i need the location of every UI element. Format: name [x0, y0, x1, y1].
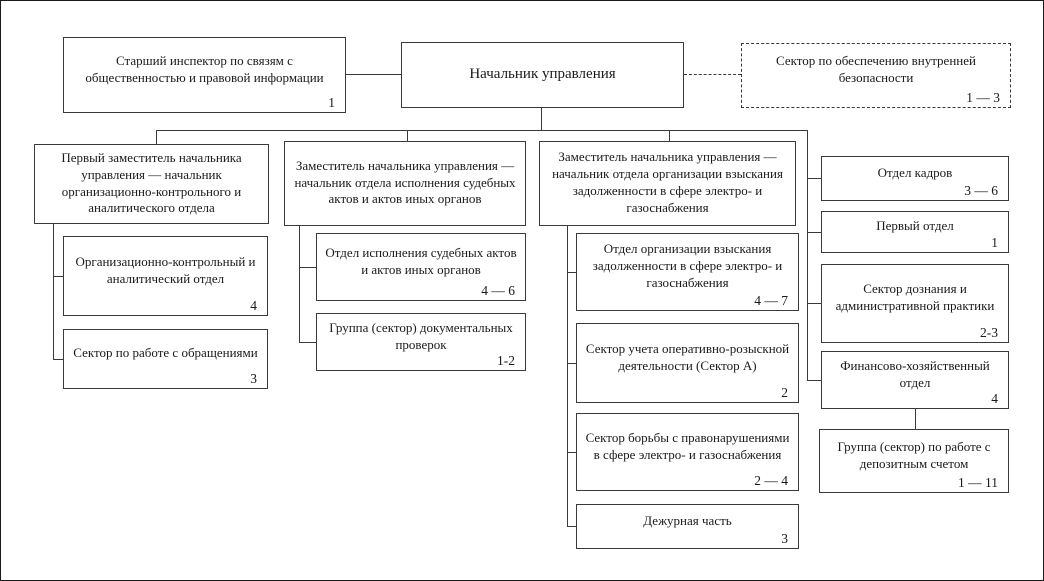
node-duty-unit: [576, 504, 799, 549]
node-label: Сектор по обеспечению внутренней безопасности: [776, 53, 976, 85]
node-deposit-group: [819, 429, 1009, 493]
node-hr-dept: [821, 156, 1009, 201]
node-label: Сектор учета оперативно-розыскной деятельности (Сектор А): [585, 340, 790, 373]
node-label: Организационно-контрольный и аналитический отдел: [75, 253, 256, 286]
node-deputy-debt-collection: [539, 141, 796, 226]
node-internal-security-sector: [741, 43, 1011, 108]
node-label: Первый отдел: [876, 218, 954, 234]
node-label: Сектор дознания и административной практики: [835, 281, 995, 313]
connector-line: [53, 224, 54, 359]
node-label: Старший инспектор по связям с общественностью и правовой информации: [85, 52, 324, 85]
connector-line: [541, 108, 542, 130]
node-count: 1: [328, 95, 335, 111]
connector-line: [807, 178, 821, 179]
connector-line: [156, 130, 157, 144]
connector-line: [807, 130, 808, 380]
node-head-of-department: [401, 42, 684, 108]
node-count: 4 — 7: [754, 293, 788, 309]
node-senior-inspector: [63, 37, 346, 113]
node-label: Сектор по работе с обращениями: [73, 345, 258, 361]
node-label: Заместитель начальника управления — начальник отдела организации взыскания задолженности в сфере электро- и газоснабжения: [552, 149, 783, 215]
connector-line: [299, 267, 316, 268]
connector-line: [807, 303, 821, 304]
connector-line: [807, 380, 821, 381]
node-count: 2: [781, 385, 788, 401]
node-operational-records-sector: [576, 323, 799, 403]
connector-line: [567, 226, 568, 526]
connector-line: [567, 363, 576, 364]
connector-line: [567, 452, 576, 453]
connector-line: [407, 130, 408, 141]
node-label: Начальник управления: [469, 65, 616, 82]
connector-line: [299, 226, 300, 342]
node-count: 3: [250, 371, 257, 387]
node-label: Отдел кадров: [877, 164, 953, 180]
connector-line: [346, 74, 401, 75]
node-label: Группа (сектор) по работе с депозитным счетом: [837, 438, 991, 471]
node-label: Первый заместитель начальника управления — начальник организационно-контрольного и аналитического отдела: [61, 149, 242, 216]
node-first-dept: [821, 211, 1009, 253]
node-doc-checks-group: [316, 313, 526, 371]
node-count: 4: [250, 298, 257, 314]
connector-line: [53, 359, 63, 360]
connector-line: [156, 130, 808, 131]
node-count: 4 — 6: [481, 283, 515, 299]
node-label: Сектор борьбы с правонарушениями в сфере электро- и газоснабжения: [585, 429, 790, 462]
connector-line: [807, 232, 821, 233]
connector-line-dashed: [684, 74, 741, 75]
node-count: 2 — 4: [754, 473, 788, 489]
connector-line: [299, 342, 316, 343]
node-appeals-sector: [63, 329, 268, 389]
node-count: 1-2: [497, 353, 515, 369]
connector-line: [915, 409, 916, 429]
node-label: Группа (сектор) документальных проверок: [329, 319, 513, 352]
connector-line: [53, 276, 63, 277]
node-org-control-dept: [63, 236, 268, 316]
connector-line: [567, 272, 576, 273]
node-offense-control-sector: [576, 413, 799, 491]
node-label: Отдел исполнения судебных актов и актов иных органов: [325, 244, 517, 277]
node-count: 1: [991, 235, 998, 251]
node-enforcement-dept: [316, 233, 526, 301]
node-inquiry-sector: [821, 264, 1009, 343]
node-finance-dept: [821, 351, 1009, 409]
node-first-deputy: [34, 144, 269, 224]
node-count: 1 — 3: [966, 90, 1000, 106]
node-count: 2-3: [980, 325, 998, 341]
connector-line: [669, 130, 670, 141]
node-label: Дежурная часть: [643, 512, 732, 528]
node-label: Отдел организации взыскания задолженности в сфере электро- и газоснабжения: [592, 241, 783, 290]
node-count: 3 — 6: [964, 183, 998, 199]
node-count: 1 — 11: [958, 475, 998, 491]
node-count: 4: [991, 391, 998, 407]
node-count: 3: [781, 531, 788, 547]
node-deputy-enforcement: [284, 141, 526, 226]
node-debt-collection-dept: [576, 233, 799, 311]
node-label: Заместитель начальника управления — начальник отдела исполнения судебных актов и актов иных органов: [294, 157, 516, 207]
connector-line: [567, 526, 576, 527]
node-label: Финансово-хозяйственный отдел: [840, 357, 990, 390]
